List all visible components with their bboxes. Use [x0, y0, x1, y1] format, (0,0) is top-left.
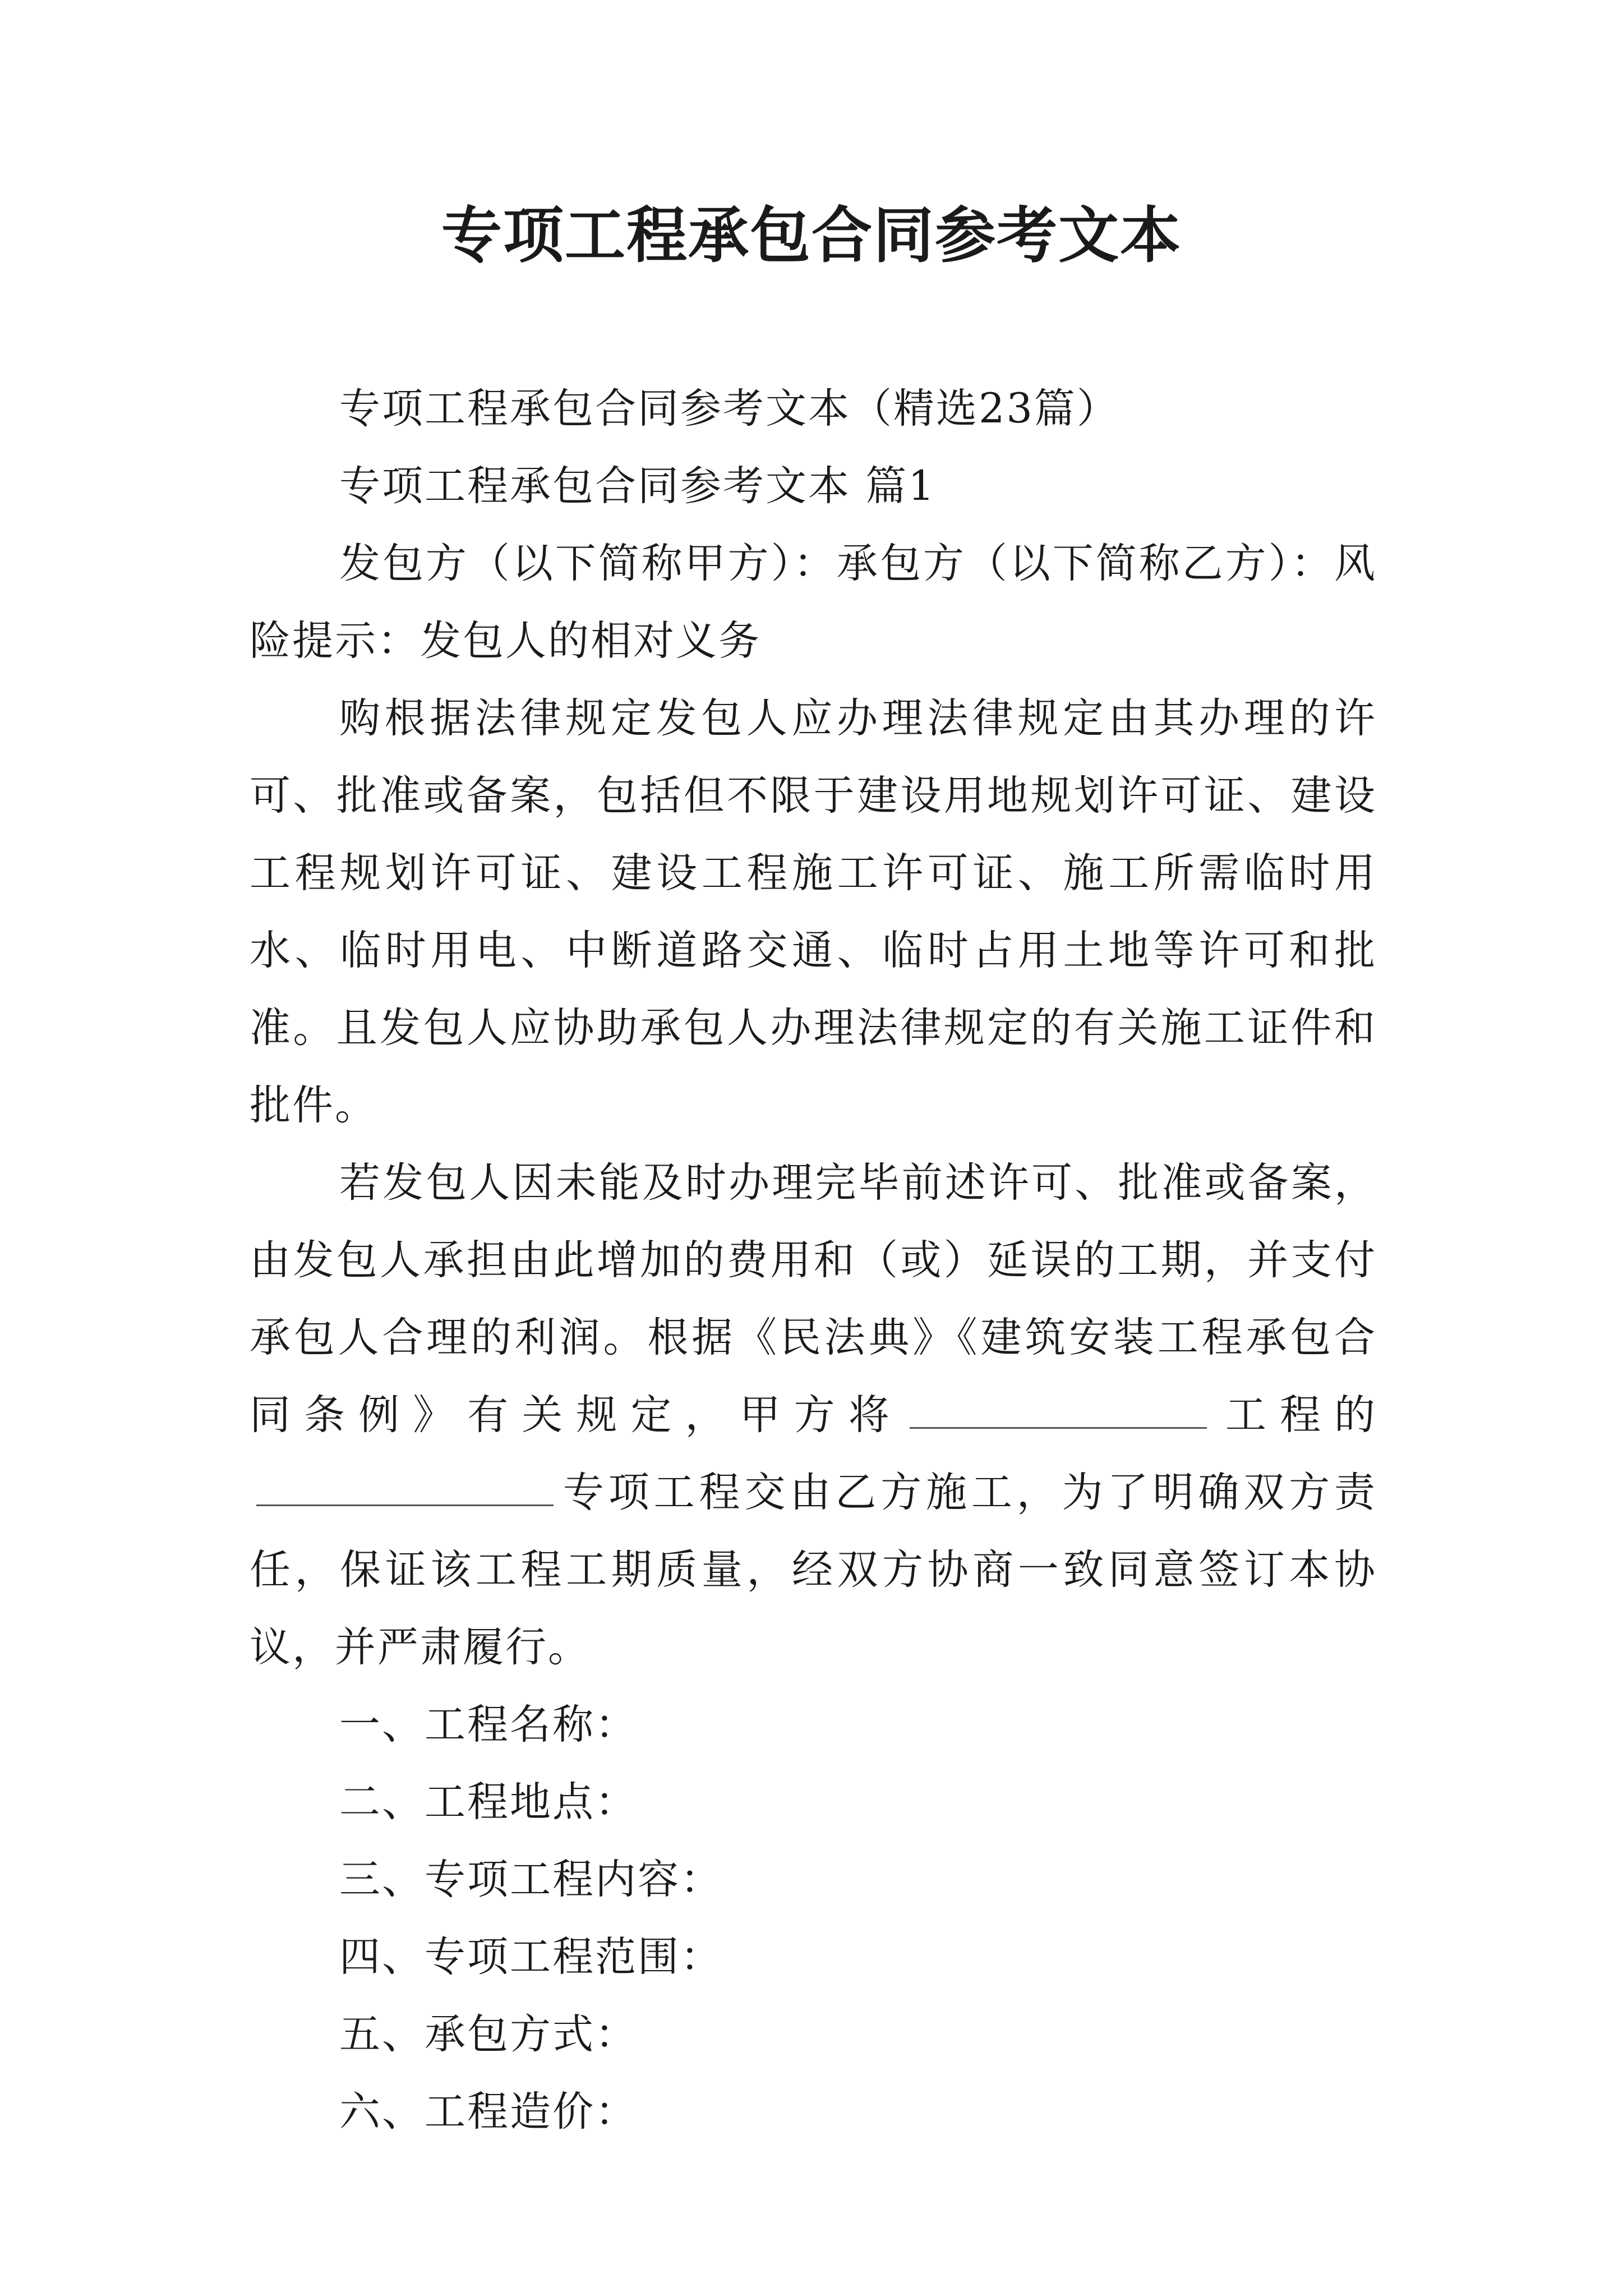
subtitle-line: 专项工程承包合同参考文本（精选23篇） — [339, 385, 1119, 432]
agreement-text-part1: 若发包人因未能及时办理完毕前述许可、批准或备案，由发包人承担由此增加的费用和（或）延误的工期，并支付承包人合理的利润。根据《民法典》《建筑安装工程承包合同条例》有关规定，甲方将 — [250, 1159, 1377, 1439]
paragraph-obligations: 购根据法律规定发包人应办理法律规定由其办理的许可、批准或备案，包括但不限于建设用地规划许可证、建设工程规划许可证、建设工程施工许可证、施工所需临时用水、临时用电、中断道路交通、临时占用土地等许可和批准。且发包人应协助承包人办理法律规定的有关施工证件和批件。 — [250, 694, 1377, 1129]
item-project-range: 四、专项工程范围： — [339, 1933, 723, 1981]
paragraph-agreement — [250, 1144, 1377, 1686]
section-heading: 专项工程承包合同参考文本 篇1 — [339, 462, 936, 510]
item-contract-method: 五、承包方式： — [339, 2010, 638, 2058]
item-project-content: 三、专项工程内容： — [339, 1856, 723, 1903]
document-title: 专项工程承包合同参考文本 — [441, 200, 1182, 271]
agreement-text-part3: 专项工程交由乙方施工，为了明确双方责任，保证该工程工期质量，经双方协商一致同意签订本协议，并严肃履行。 — [250, 1469, 1377, 1671]
agreement-text-part2: 工程的 — [1213, 1391, 1377, 1439]
item-project-cost: 六、工程造价： — [339, 2088, 638, 2136]
blank-field-scope[interactable] — [256, 1464, 554, 1506]
paragraph-parties: 发包方（以下简称甲方）：承包方（以下简称乙方）：风险提示：发包人的相对义务 — [250, 540, 1377, 665]
document-body — [250, 370, 1377, 2151]
item-project-location: 二、工程地点： — [339, 1778, 638, 1826]
item-project-name: 一、工程名称： — [339, 1701, 638, 1749]
blank-field-project[interactable] — [910, 1387, 1207, 1429]
